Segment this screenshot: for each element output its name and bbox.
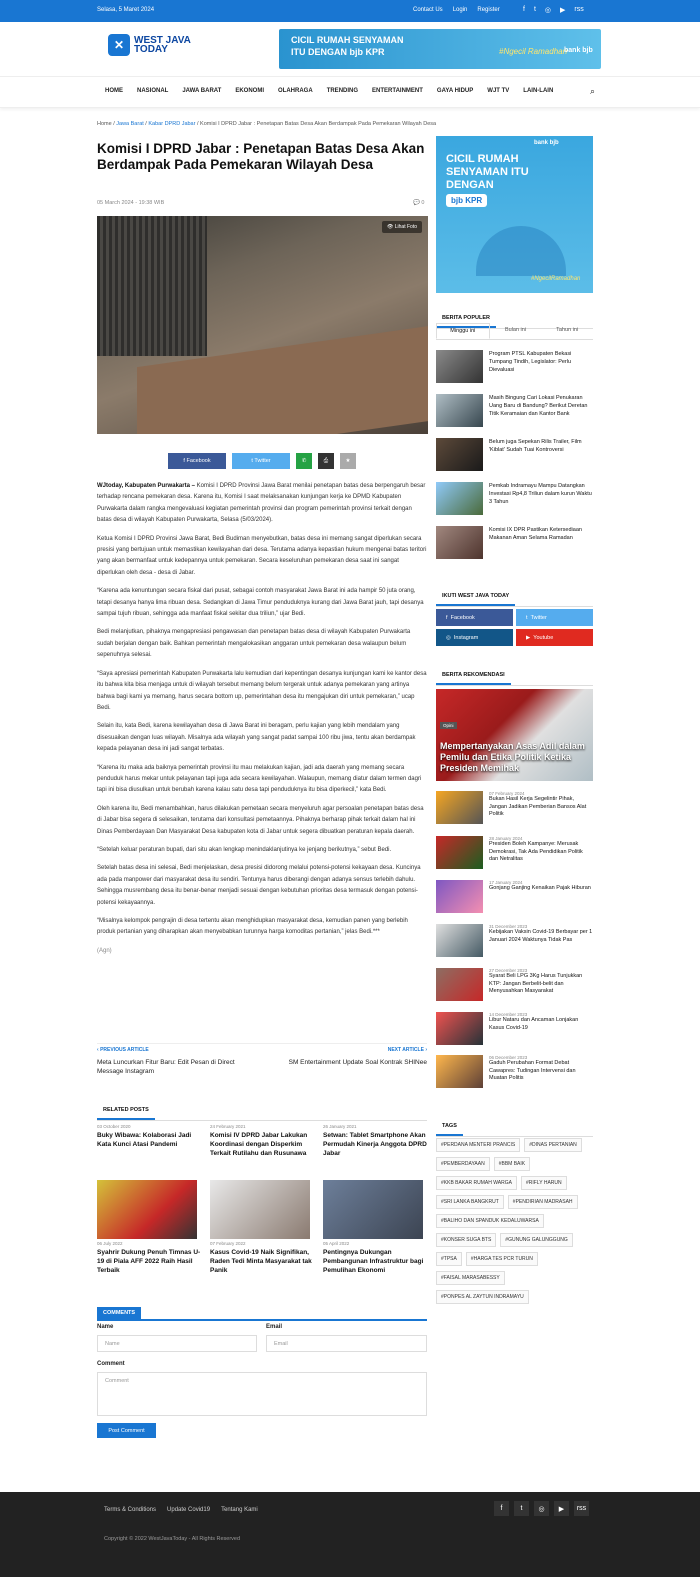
tag[interactable]: #RIFLY HARUN — [521, 1176, 567, 1190]
related-date: 05 April 2022 — [323, 1241, 350, 1246]
logo-line-1: WEST JAVA — [134, 35, 191, 46]
follow-facebook-button[interactable] — [436, 609, 513, 626]
twitter-icon[interactable]: t — [533, 6, 536, 13]
tag[interactable]: #HARGA TES PCR TURUN — [466, 1252, 538, 1266]
sidebar-ad[interactable] — [436, 136, 593, 293]
prev-next-nav — [97, 1043, 427, 1075]
paragraph: Oleh karena itu, Bedi menambahkan, harus dilakukan pemetaan secara menyeluruh agar persoalan penetapan batas desa di Jabar bisa segera di selesaikan, terutama dari konsultasi pemetaannya. Pihaknya berharap pihak terkait dalam hal ini Dinas Pemberdayaan Dan Masyarakat Desa kabupaten kota di Jabar untuk segera dibuatkan peraturan kepala daerah. — [97, 805, 424, 835]
instagram-icon[interactable]: ◎ — [544, 7, 552, 14]
comment-count-value: 0 — [421, 200, 425, 206]
tag[interactable]: #SRI LANKA BANGKRUT — [436, 1195, 504, 1209]
banner-bank: bank bjb — [564, 47, 593, 54]
nav-lain-lain[interactable]: LAIN-LAIN — [523, 88, 554, 94]
rec-item[interactable] — [436, 924, 593, 957]
ad-arch — [476, 226, 566, 276]
comment-textarea[interactable]: Comment — [97, 1372, 427, 1416]
follow-row — [436, 629, 593, 646]
paragraph: “Setelah keluar peraturan bupati, dari situ akan lengkap menindaklanjutinya ke jenjang berikutnya,” sebut Bedi. — [97, 846, 392, 853]
copyright: Copyright © 2022 WestJavaToday - All Rights Reserved — [104, 1536, 241, 1542]
popular-thumb — [436, 350, 483, 383]
next-label: NEXT ARTICLE › — [387, 1047, 427, 1053]
main-nav — [0, 76, 700, 108]
top-links — [413, 7, 500, 13]
comment-count[interactable]: 💬 0 — [413, 200, 425, 206]
paragraph: “Karena itu maka ada baiknya pemerintah provinsi itu mau melakukan kajian, jadi ada daerah yang memang secara penduduk harus mekar untuk pelayanan tapi juga ada secara kewilayahan. Walaupun, memang diatur dalam termen dagri tapi ini bisa diusulkan untuk berubah karena kalau satu desa tapi penduduknya itu bisa diperkecil,” kata Bedi. — [97, 764, 422, 794]
banner-tag: #Ngecil Ramadhan — [499, 47, 568, 56]
logo-text — [134, 36, 191, 54]
follow-heading-wrap — [436, 584, 593, 607]
popular-item[interactable] — [436, 482, 593, 515]
instagram-icon[interactable]: ◎ — [534, 1501, 549, 1516]
name-input[interactable]: Name — [97, 1335, 257, 1352]
comments-heading: COMMENTS — [97, 1307, 141, 1319]
tag[interactable]: #KKB BAKAR RUMAH WARGA — [436, 1176, 517, 1190]
rec-date: 07 February 2024 — [489, 791, 525, 796]
related-title: Kasus Covid-19 Naik Signifikan, Raden Tedi Minta Masyarakat tak Panik — [210, 1249, 312, 1274]
share-facebook-button[interactable] — [168, 453, 226, 469]
related-date: 03 October 2020 — [97, 1124, 131, 1129]
rec-featured[interactable] — [436, 689, 593, 781]
twitter-icon: t — [251, 458, 255, 464]
popular-item[interactable] — [436, 394, 593, 427]
window-blind — [97, 216, 207, 356]
prev-label-text: PREVIOUS ARTICLE — [100, 1047, 149, 1053]
related-post[interactable] — [323, 1241, 428, 1275]
popular-title: Program PTSL Kabupaten Bekasi Tumpang Tindih, Legislator: Perlu Dievaluasi — [489, 351, 572, 373]
footer-about-link[interactable]: Tentang Kami — [221, 1507, 258, 1513]
follow-heading: IKUTI WEST JAVA TODAY — [436, 593, 515, 606]
article-source: (Agn) — [97, 947, 112, 954]
rec-thumb — [436, 1012, 483, 1045]
nav-olahraga[interactable]: OLAHRAGA — [278, 88, 313, 94]
related-thumb[interactable] — [323, 1180, 423, 1239]
ad-bank: bank bjb — [534, 140, 559, 146]
rec-item[interactable] — [436, 1012, 593, 1045]
footer-social — [494, 1501, 589, 1516]
ad-tag: #NgecilRamadhan — [531, 276, 581, 282]
nav-nasional[interactable]: NASIONAL — [137, 88, 169, 94]
rec-date: 28 January 2024 — [489, 836, 523, 841]
rec-title: Bukan Hasil Kerja Segelintir Pihak, Jangan Jadikan Pemberian Bansos Alat Politik — [489, 796, 587, 817]
name-label: Name — [97, 1324, 114, 1330]
post-comment-button[interactable]: Post Comment — [97, 1423, 156, 1438]
footer-terms-link[interactable]: Terms & Conditions — [104, 1507, 157, 1513]
popular-thumb — [436, 438, 483, 471]
twitter-icon[interactable]: t — [514, 1501, 529, 1516]
tag[interactable]: #DINAS PERTANIAN — [524, 1138, 582, 1152]
rec-date: 06 December 2023 — [489, 1055, 528, 1060]
rec-featured-title: Mempertanyakan Asas Adil dalam Pemilu dan Etika Politik Ketika Presiden Memihak — [440, 741, 585, 773]
follow-facebook-label: Facebook — [450, 614, 475, 621]
twitter-icon: t — [526, 614, 531, 621]
header-ad-banner[interactable] — [279, 29, 601, 69]
popular-title: Masih Bingung Cari Lokasi Penukaran Uang Baru di Bandung? Berikut Deretan Titik Keramaian dan Kantor Bank — [489, 395, 588, 417]
share-twitter-label: Twitter — [254, 458, 271, 464]
related-title: Setwan: Tablet Smartphone Akan Permudah Kinerja Anggota DPRD Jabar — [323, 1132, 427, 1157]
tag[interactable]: #FAISAL MARASABESSY — [436, 1271, 505, 1285]
rec-thumb — [436, 1055, 483, 1088]
related-heading: RELATED POSTS — [97, 1107, 155, 1120]
paragraph: “Misalnya kelompok pengrajin di desa tertentu akan menghidupkan masyarakat desa, kemudian panen yang berlebih produk pertanian yang diharapkan akan menyebabkan turunnya harga komoditas pertanian,” jelas Bedi.*** — [97, 918, 408, 936]
rec-title: Presiden Boleh Kampanye: Merusak Demokrasi, Tak Ada Pendidikan Politik dan Netralitas — [489, 841, 583, 862]
breadcrumb-kabar-dprd[interactable]: Kabar DPRD Jabar — [148, 121, 196, 127]
related-title: Buky Wibawa: Kolaborasi Jadi Kata Kunci Atasi Pandemi — [97, 1132, 192, 1148]
ad-text — [446, 153, 529, 192]
rec-title: Gonjang Ganjing Kenaikan Pajak Hiburan — [489, 885, 591, 891]
share-bar — [168, 453, 356, 469]
popular-tabs — [436, 323, 593, 340]
rec-title: Kebijakan Vaksin Covid-19 Berbayar per 1 Januari 2024 Waktunya Tidak Pas — [489, 929, 593, 943]
facebook-icon: f — [446, 614, 451, 621]
related-thumb[interactable] — [210, 1180, 310, 1239]
follow-instagram-button[interactable] — [436, 629, 513, 646]
contact-link[interactable]: Contact Us — [413, 7, 443, 13]
article-lead: WJtoday, Kabupaten Purwakarta – — [97, 483, 195, 489]
ad-line-1: CICIL RUMAH — [446, 153, 519, 165]
rss-icon[interactable]: rss — [574, 6, 584, 13]
tab-year[interactable]: Tahun ini — [556, 327, 579, 333]
rec-thumb — [436, 924, 483, 957]
follow-twitter-label: Twitter — [530, 614, 547, 621]
tag[interactable]: #PERDANA MENTERI PRANCIS — [436, 1138, 520, 1152]
banner-line-2: ITU DENGAN bjb KPR — [291, 47, 385, 57]
rec-date: 17 January 2024 — [489, 880, 523, 885]
comments-heading-wrap — [97, 1301, 427, 1321]
tags-heading-wrap — [436, 1114, 593, 1137]
popular-title: Pemkab Indramayu Mampu Datangkan Investasi Rp4,8 Triliun dalam kurun Waktu 3 Tahun — [489, 483, 592, 505]
breadcrumb-home[interactable]: Home — [97, 121, 112, 127]
site-footer — [0, 1492, 700, 1577]
rec-date: 31 December 2023 — [489, 924, 528, 929]
youtube-icon[interactable]: ▶ — [554, 1501, 569, 1516]
related-post[interactable] — [97, 1241, 202, 1275]
youtube-icon[interactable]: ▶ — [560, 7, 566, 14]
banner-line-1: CICIL RUMAH SENYAMAN — [291, 35, 404, 45]
view-photo-label: Lihat Foto — [394, 224, 417, 230]
footer-links — [104, 1507, 258, 1513]
tag[interactable]: #PENDIRIAN MADRASAH — [508, 1195, 578, 1209]
tag[interactable]: #KONSER SUGA BTS — [436, 1233, 496, 1247]
rec-item[interactable] — [436, 968, 593, 1001]
nav-ekonomi[interactable]: EKONOMI — [235, 88, 265, 94]
related-date: 06 July 2022 — [97, 1241, 123, 1246]
follow-instagram-label: Instagram — [453, 634, 479, 641]
ad-line-2: SENYAMAN ITU — [446, 166, 529, 178]
next-title: SM Entertainment Update Soal Kontrak SHINee — [288, 1059, 427, 1066]
facebook-icon[interactable]: f — [523, 6, 525, 13]
tag-cloud — [436, 1138, 596, 1304]
ad-line-3: DENGAN — [446, 179, 494, 191]
instagram-icon: ◎ — [446, 634, 454, 641]
article-body — [97, 481, 427, 964]
rss-icon[interactable]: rss — [574, 1501, 589, 1516]
tag[interactable]: #BBM BAIK — [494, 1157, 530, 1171]
share-twitter-button[interactable] — [232, 453, 290, 469]
footer-covid-link[interactable]: Update Covid19 — [167, 1507, 211, 1513]
next-label-text: NEXT ARTICLE — [387, 1047, 424, 1053]
search-icon[interactable]: ⌕ — [590, 86, 596, 96]
popular-thumb — [436, 526, 483, 559]
popular-item[interactable] — [436, 350, 593, 383]
tab-month[interactable]: Bulan ini — [504, 327, 527, 333]
nav-home[interactable]: HOME — [105, 88, 123, 94]
popular-thumb — [436, 394, 483, 427]
popular-heading: BERITA POPULER — [436, 315, 496, 328]
article-photo[interactable] — [97, 216, 428, 434]
rec-featured-label: Opini — [440, 722, 457, 729]
related-date: 07 February 2022 — [210, 1241, 246, 1246]
follow-youtube-button[interactable] — [516, 629, 593, 646]
rec-title: Syarat Beli LPG 3Kg Harus Tunjukkan KTP: Jangan Berbelit-belit dan Menyusahkan Masyarakat — [489, 973, 583, 994]
related-heading-wrap — [97, 1098, 427, 1121]
tag[interactable]: #BALIHO DAN SPANDUK KEDALUWARSA — [436, 1214, 544, 1228]
youtube-icon: ▶ — [526, 634, 534, 641]
rec-title: Gaduh Perubahan Format Debat Cawapres: Tudingan Intervensi dan Muatan Politis — [489, 1060, 576, 1081]
facebook-icon: f — [183, 458, 187, 464]
site-logo[interactable] — [108, 34, 191, 56]
share-whatsapp-icon[interactable]: ✆ — [296, 453, 312, 469]
popular-title: Komisi IX DPR Pastikan Ketersediaan Makanan Aman Selama Ramadan — [489, 527, 582, 541]
rec-item[interactable] — [436, 1055, 593, 1088]
nav-entertainment[interactable]: ENTERTAINMENT — [372, 88, 423, 94]
related-post[interactable] — [210, 1241, 315, 1275]
article-title: Komisi I DPRD Jabar : Penetapan Batas Desa Akan Berdampak Pada Pemekaran Wilayah Desa — [97, 141, 425, 172]
related-title: Syahrir Dukung Penuh Timnas U-19 di Piala AFF 2022 Raih Hasil Terbaik — [97, 1249, 201, 1274]
breadcrumb-current: Komisi I DPRD Jabar : Penetapan Batas Desa Akan Berdampak Pada Pemekaran Wilayah Desa — [200, 121, 437, 127]
related-thumb[interactable] — [97, 1180, 197, 1239]
rec-thumb — [436, 968, 483, 1001]
rec-date: 14 December 2023 — [489, 1012, 528, 1017]
related-post[interactable] — [97, 1124, 197, 1149]
popular-item[interactable] — [436, 438, 593, 471]
next-article[interactable] — [267, 1047, 427, 1067]
popular-thumb — [436, 482, 483, 515]
rec-item[interactable] — [436, 880, 593, 913]
email-label: Email — [266, 1324, 283, 1330]
share-facebook-label: Facebook — [186, 458, 211, 464]
follow-row — [436, 609, 593, 626]
related-title: Pentingnya Dukungan Pembangunan Infrastruktur bagi Pemulihan Ekonomi — [323, 1249, 424, 1274]
rec-item[interactable] — [436, 791, 593, 824]
article-date: 05 March 2024 - 19:38 WIB — [97, 200, 165, 206]
related-post[interactable] — [210, 1124, 315, 1158]
rec-title: Libur Nataru dan Ancaman Lonjakan Kasus Covid-19 — [489, 1017, 579, 1031]
paragraph: “Saya apresiasi pemerintah Kabupaten Purwakarta lalu kemudian dari kepentingan desanya kunjungan kami ke kantor desa itu bahwa kita bisa menjaga untuk di wilayah tersebut memang belum tergerak untuk adanya pemekaran yang artinya bahwa bagi kami ya memang, harus secara bottom up, pemerintahan desa itu mengajukan diri untuk pemekaran,” ucap Bedi. — [97, 670, 427, 711]
tag[interactable]: #TPSA — [436, 1252, 462, 1266]
related-title: Komisi IV DPRD Jabar Lakukan Koordinasi dengan Disperkim Terkait Rutilahu dan Rusunawa — [210, 1132, 308, 1157]
popular-title: Belum juga Sepekan Rilis Trailer, Film 'Kiblat' Sudah Tuai Kontroversi — [489, 439, 582, 453]
logo-mark-icon: ✕ — [108, 34, 130, 56]
view-photo-button[interactable]: 👁 Lihat Foto — [382, 221, 422, 233]
nav-jawa-barat[interactable]: JAWA BARAT — [182, 88, 222, 94]
rec-thumb — [436, 836, 483, 869]
prev-article[interactable] — [97, 1047, 257, 1076]
related-date: 26 January 2021 — [323, 1124, 357, 1129]
rec-thumb — [436, 791, 483, 824]
facebook-icon[interactable]: f — [494, 1501, 509, 1516]
current-date: Selasa, 5 Maret 2024 — [97, 7, 155, 13]
rec-item[interactable] — [436, 836, 593, 869]
rec-thumb — [436, 880, 483, 913]
follow-youtube-label: Youtube — [533, 634, 554, 641]
comment-label: Comment — [97, 1361, 125, 1367]
breadcrumb: Home / Jawa Barat / Kabar DPRD Jabar / Komisi I DPRD Jabar : Penetapan Batas Desa Akan Berdampak Pada Pemekaran Wilayah Desa — [97, 121, 437, 127]
prev-title: Meta Luncurkan Fitur Baru: Edit Pesan di Direct Message Instagram — [97, 1059, 235, 1075]
nav-wjt-tv[interactable]: WJT TV — [487, 88, 510, 94]
related-post[interactable] — [323, 1124, 428, 1158]
register-link[interactable]: Register — [477, 7, 500, 13]
bookmark-icon[interactable]: ★ — [340, 453, 356, 469]
breadcrumb-jawa-barat[interactable]: Jawa Barat — [116, 121, 144, 127]
print-icon[interactable]: ⎙ — [318, 453, 334, 469]
article-p1: Komisi I DPRD Provinsi Jawa Barat menilai penetapan batas desa berpengaruh besar terhadap rencana pemekaran desa. Karena itu, Komisi I saat melaksanakan kunjungan kerja ke DPMD Kabupaten Purwakarta dalam rangka mengevaluasi kegiatan pemerintah provinsi dan program pemerintah provinsi terkait dengan batas desa di wilayah Kabupaten Purwakarta, Selasa (5/03/2024). — [97, 483, 426, 524]
ad-kpr: bjb KPR — [446, 194, 487, 207]
popular-item[interactable] — [436, 526, 593, 559]
top-social — [523, 6, 584, 14]
nav-gaya-hidup[interactable]: GAYA HIDUP — [436, 88, 474, 94]
nav-items — [105, 88, 553, 94]
paragraph: Setelah batas desa ini selesai, Bedi menjelaskan, desa presisi didorong melalui potensi-potensi kekayaan desa. Kuncinya ada pada manpower dari masyarakat desa itu sendiri. Tentunya harus diberangi dengan adanya sensus terlebih dahulu. Sehingga musrembang desa itu benar-benar menjadi sesuai dengan kebutuhan prioritas desa termasuk dengan potensi-potensi kekayaannya. — [97, 865, 421, 906]
tags-heading: TAGS — [436, 1123, 463, 1136]
prev-label: ‹ PREVIOUS ARTICLE — [97, 1047, 149, 1053]
paragraph: “Karena ada kenuntungan secara fiskal dari pusat, sebagai contoh masyarakat Jawa Barat ini ada hampir 50 juta orang, tetapi desanya hanya lima ribuan desa. Sedangkan di Jawa Timur penduduknya kurang dari Jawa Barat jauh, tapi desanya sampai tujuh ribuan, sehingga ada manfaat fiskal sekitar dua triliun,” ujar Bedi. — [97, 588, 424, 618]
related-date: 24 February 2021 — [210, 1124, 246, 1129]
logo-line-2: TODAY — [134, 44, 168, 55]
tag[interactable]: #GUNUNG GALUNGGUNG — [500, 1233, 573, 1247]
tag[interactable]: #PONPES AL ZAYTUN INDRAMAYU — [436, 1290, 529, 1304]
rec-heading: BERITA REKOMENDASI — [436, 672, 511, 685]
paragraph — [97, 481, 427, 527]
rec-heading-wrap — [436, 663, 593, 686]
login-link[interactable]: Login — [452, 7, 468, 13]
nav-trending[interactable]: TRENDING — [326, 88, 359, 94]
paragraph: Ketua Komisi I DPRD Provinsi Jawa Barat, Bedi Budiman menyebutkan, batas desa ini memang sangat diperlukan secara presisi yang bertujuan untuk memastikan kewilayahan dari desa. Terutama adanya kepastian hukum mengenai batas teritori yang akan bermanfaat untuk kedepannya untuk pemekaran. Secara keseluruhan pemekaran desa saat ini sangat diperlukan oleh desa - desa di Jabar. — [97, 535, 427, 576]
top-bar — [0, 0, 700, 22]
tab-week[interactable]: Minggu ini — [436, 323, 490, 339]
follow-twitter-button[interactable] — [516, 609, 593, 626]
email-input[interactable]: Email — [266, 1335, 427, 1352]
rec-date: 27 December 2023 — [489, 968, 528, 973]
paragraph: Bedi melanjutkan, pihaknya mengapresiasi pengawasan dan penetapan batas desa di wilayah Kabupaten Purwakarta sudah berjalan dengan baik. Bahkan pemerintah mengalokasikan anggaran untuk pemekaran desa walaupun belum sepenuhnya selesai. — [97, 629, 411, 659]
tag[interactable]: #PEMBERDAYAAN — [436, 1157, 490, 1171]
paragraph: Selain itu, kata Bedi, karena kewilayahan desa di Jawa Barat ini beragam, perlu kajian yang lebih mendalam yang disesuaikan dengan luas wilayah. Misalnya ada wilayah yang sangat padat sampai 100 ribu jiwa, tentu akan berdampak kepada pelayanan desa ini jadi sangat terbatas. — [97, 723, 416, 753]
